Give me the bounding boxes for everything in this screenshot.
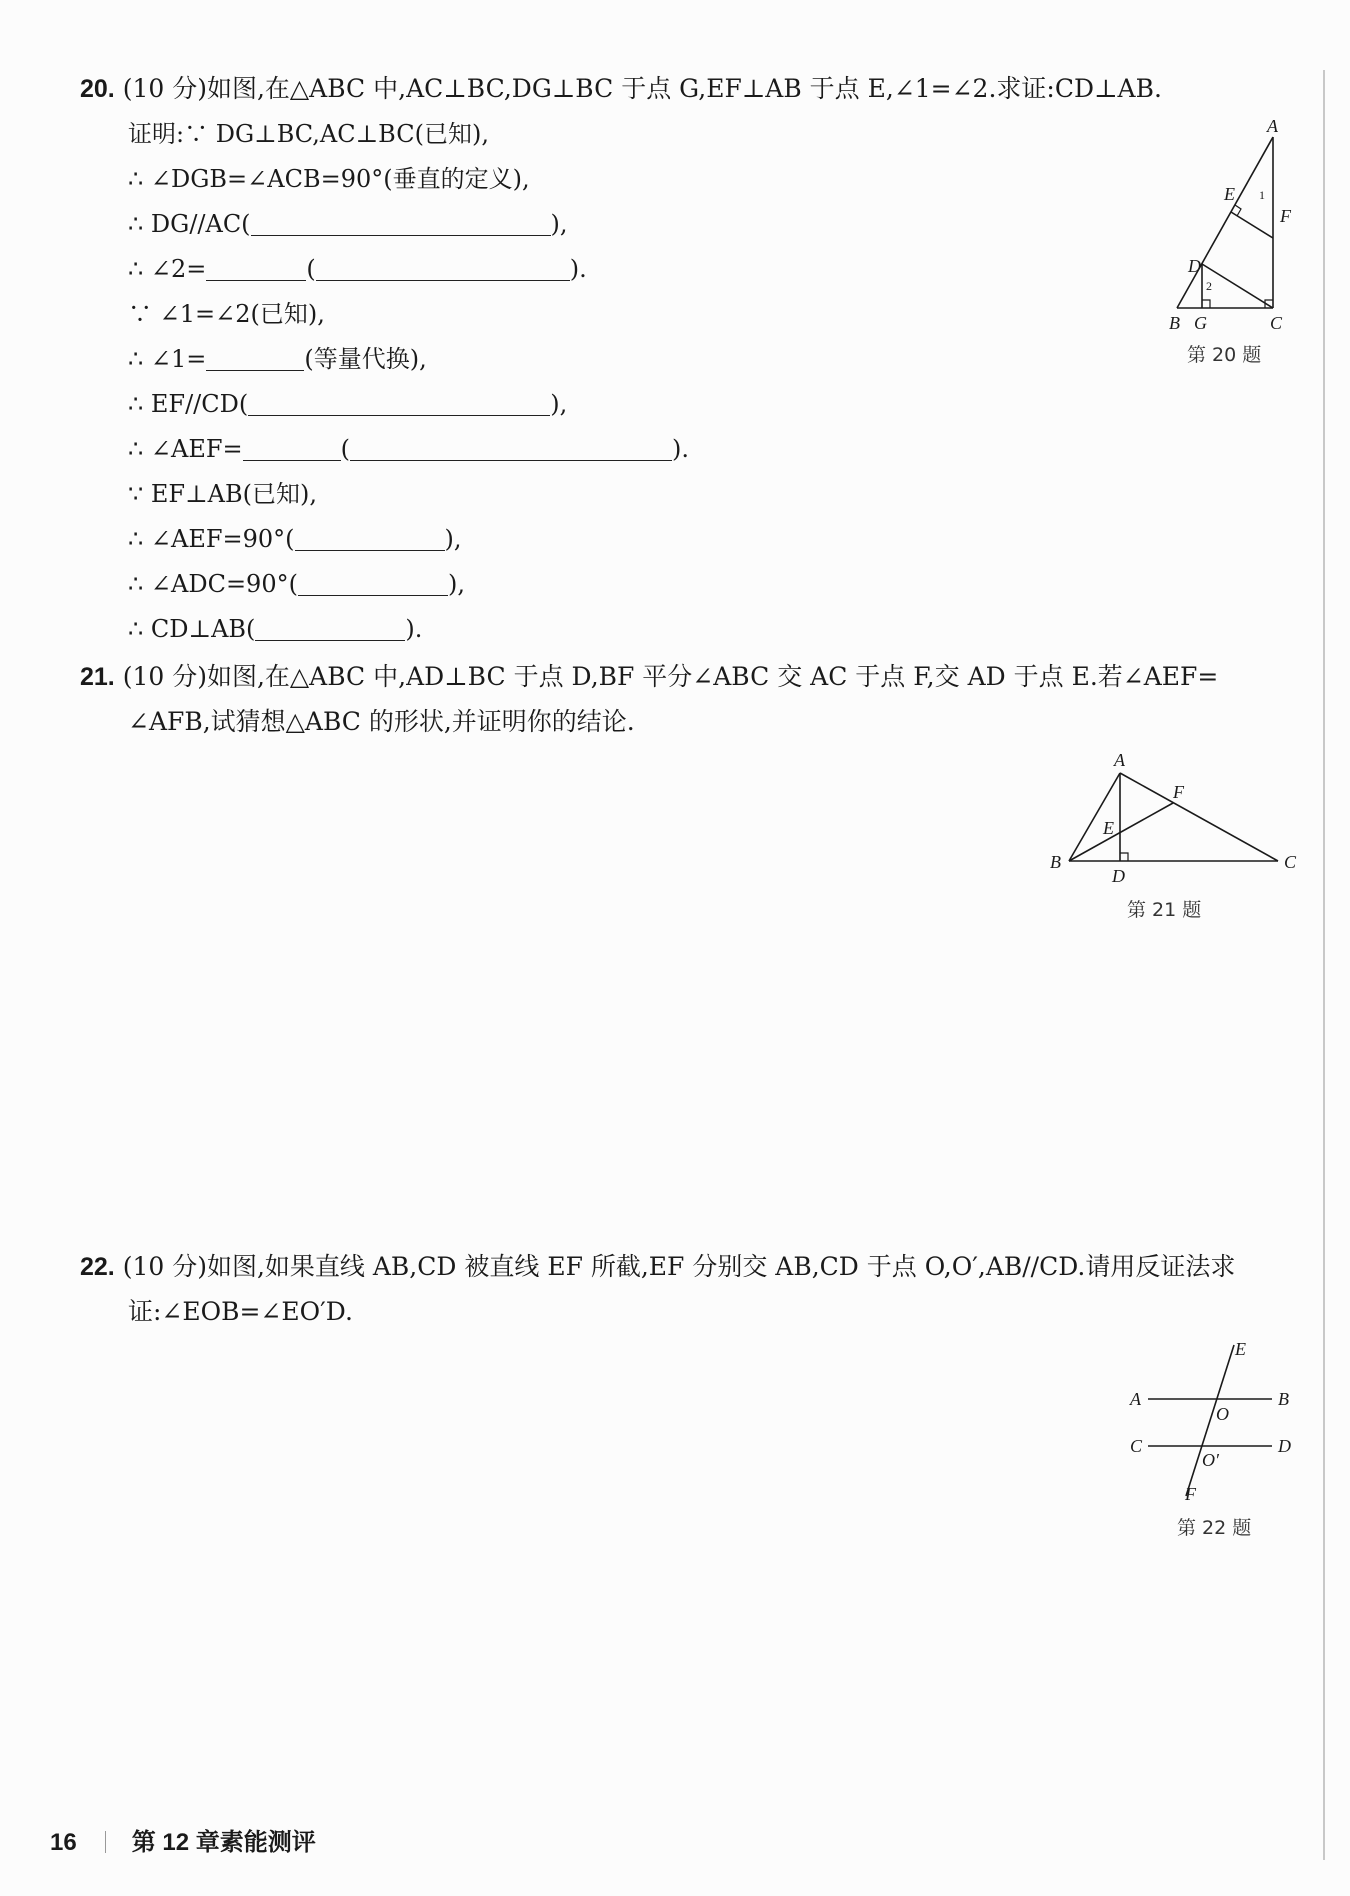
proof-line-4-lead: ∴ ∠2= [128,255,207,283]
q22-line-2: 证:∠EOB=∠EO′D. [128,1297,353,1326]
angle-1-label: 1 [1259,188,1265,202]
footer-divider [105,1831,106,1853]
label-E: E [1224,184,1235,204]
proof-line-11-tail: ), [447,570,465,598]
label-F: F [1185,1484,1196,1504]
label-B: B [1278,1389,1289,1409]
angle-2-label: 2 [1206,279,1212,293]
label-A: A [1114,750,1125,770]
label-D: D [1112,866,1125,886]
q20-text: (10 分)如图,在△ABC 中,AC⊥BC,DG⊥BC 于点 G,EF⊥AB 于点 E,∠1=∠2.求证:CD⊥AB. [122,74,1162,103]
label-D: D [1278,1436,1291,1456]
figure-22 [1120,1335,1300,1510]
proof-line-6-tail: (等量代换), [304,345,427,373]
label-G: G [1194,313,1207,333]
proof-line-8-lead: ∴ ∠AEF= [128,435,243,463]
proof-line-8 [128,433,689,465]
label-O-prime: O′ [1202,1450,1219,1470]
q21-heading [80,660,1218,694]
figure-21 [1045,748,1305,893]
label-E: E [1103,818,1114,838]
proof-line-10-tail: ), [444,525,462,553]
answer-blank[interactable] [295,526,445,551]
proof-line-6 [128,343,427,375]
answer-blank[interactable] [316,256,570,281]
answer-blank[interactable] [350,436,672,461]
label-E: E [1235,1339,1246,1359]
proof-line-4-mid: ( [306,255,316,283]
proof-line-12 [128,613,422,645]
proof-line-8-mid: ( [340,435,350,463]
proof-line-7-tail: ), [550,390,568,418]
page-number: 16 [50,1829,77,1856]
q21-number: 21. [80,663,115,691]
proof-line-3-lead: ∴ DG//AC( [128,210,251,238]
q21-line-1: (10 分)如图,在△ABC 中,AD⊥BC 于点 D,BF 平分∠ABC 交 AC 于点 F,交 AD 于点 E.若∠AEF= [122,662,1219,691]
chapter-title: 第 12 章素能测评 [131,1829,316,1856]
q22-number: 22. [80,1253,115,1281]
answer-blank[interactable] [298,571,448,596]
figure-20-caption: 第 20 题 [1187,344,1262,366]
answer-blank[interactable] [206,346,304,371]
proof-line-12-lead: ∴ CD⊥AB( [128,615,256,643]
label-A: A [1130,1389,1141,1409]
answer-blank[interactable] [243,436,341,461]
q20-heading [80,72,1162,106]
proof-line-9-text: ∵ EF⊥AB(已知), [128,480,317,508]
label-F: F [1173,782,1184,802]
proof-line-3 [128,208,568,240]
label-C: C [1130,1436,1143,1456]
proof-line-10 [128,523,462,555]
proof-line-7-lead: ∴ EF//CD( [128,390,249,418]
proof-line-11-lead: ∴ ∠ADC=90°( [128,570,298,598]
label-C: C [1270,313,1283,333]
answer-blank[interactable] [251,211,551,236]
figure-21-caption: 第 21 题 [1127,899,1202,921]
answer-blank[interactable] [248,391,550,416]
answer-blank[interactable] [255,616,405,641]
proof-line-1 [128,118,489,150]
label-B: B [1169,313,1180,333]
proof-line-6-lead: ∴ ∠1= [128,345,207,373]
proof-line-4 [128,253,587,285]
label-C: C [1284,852,1297,872]
label-B: B [1050,852,1061,872]
proof-line-9 [128,478,317,510]
q22-heading [80,1250,1235,1284]
proof-line-5-text: ∵ ∠1=∠2(已知), [128,300,325,328]
label-D: D [1188,256,1201,276]
proof-line-1-text: 证明:∵ DG⊥BC,AC⊥BC(已知), [128,120,489,148]
margin-rule [1323,70,1325,1860]
proof-line-2-text: ∴ ∠DGB=∠ACB=90°(垂直的定义), [128,165,530,193]
proof-line-8-tail: ). [672,435,689,463]
label-F: F [1280,206,1291,226]
answer-blank[interactable] [206,256,306,281]
proof-line-2 [128,163,530,195]
proof-line-4-tail: ). [569,255,587,283]
proof-line-12-tail: ). [405,615,423,643]
q22-line-1: (10 分)如图,如果直线 AB,CD 被直线 EF 所截,EF 分别交 AB,CD 于点 O,O′,AB//CD.请用反证法求 [122,1252,1236,1281]
page-footer [50,1822,316,1857]
label-A: A [1267,116,1278,136]
proof-line-5 [128,298,325,330]
q21-line-2: ∠AFB,试猜想△ABC 的形状,并证明你的结论. [128,707,635,736]
label-O: O [1216,1404,1229,1424]
proof-line-10-lead: ∴ ∠AEF=90°( [128,525,295,553]
figure-20 [1160,115,1310,340]
figure-22-caption: 第 22 题 [1177,1517,1252,1539]
q20-number: 20. [80,75,115,103]
proof-line-11 [128,568,465,600]
proof-line-3-tail: ), [550,210,568,238]
proof-line-7 [128,388,567,420]
